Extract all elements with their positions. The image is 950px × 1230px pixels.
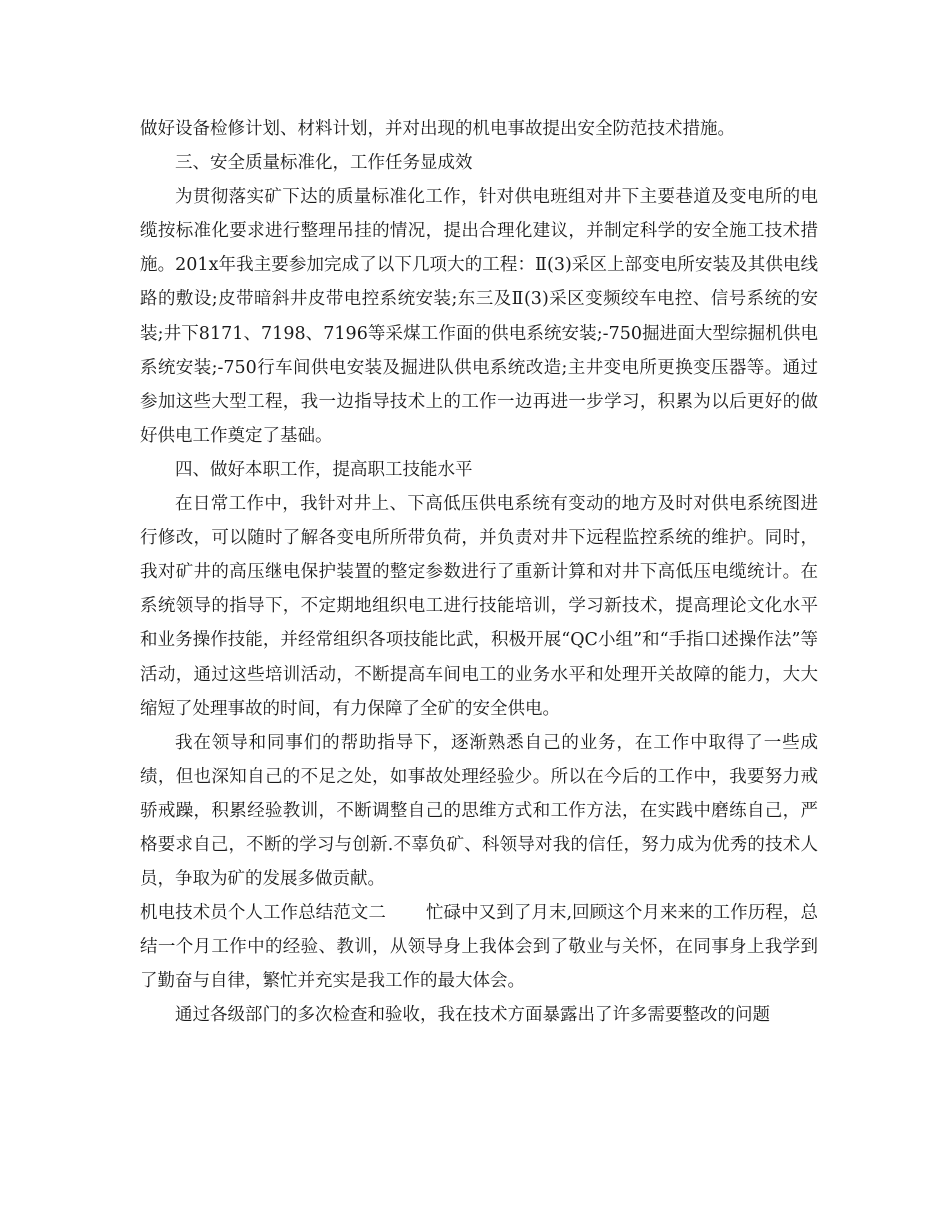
section-4-heading: 四、做好本职工作，提高职工技能水平 xyxy=(175,459,473,480)
sample-2-lead-paragraph: 忙碌中又到了月末,回顾这个月来来的工作历程，总结一个月工作中的经验、教训，从领导身上我体会到了敬业与关怀，在同事身上我学到了勤奋与自律，繁忙并充实是我工作的最大体会。 xyxy=(140,903,818,992)
intro-paragraph: 做好设备检修计划、材料计划，并对出现的机电事故提出安全防范技术措施。 xyxy=(140,119,735,139)
section-4-paragraph: 在日常工作中，我针对井上、下高低压供电系统有变动的地方及时对供电系统图进行修改，可以随时了解各变电所所带负荷，并负责对井下远程监控系统的维护。同时，我对矿井的高压继电保护装置的整定参数进行了重新计算和对井下高低压电缆统计。在系统领导的指导下，不定期地组织电工进行技能培训，学习新技术，提高理论文化水平和业务操作技能，并经常组织各项技能比武，积极开展“QC小组”和“手指口述操作法”等活动，通过这些培训活动，不断提高车间电工的业务水平和处理开关故障的能力，大大缩短了处理事故的时间，有力保障了全矿的安全供电。 xyxy=(140,494,818,719)
document-body xyxy=(140,112,818,1033)
section-3-heading: 三、安全质量标准化，工作任务显成效 xyxy=(175,153,473,174)
sample-2-title: 机电技术员个人工作总结范文二 xyxy=(140,903,386,924)
sample-2-next-paragraph: 通过各级部门的多次检查和验收，我在技术方面暴露出了许多需要整改的问题 xyxy=(175,1005,770,1026)
summary-paragraph: 我在领导和同事们的帮助指导下，逐渐熟悉自己的业务，在工作中取得了一些成绩，但也深知自己的不足之处，如事故处理经验少。所以在今后的工作中，我要努力戒骄戒躁，积累经验教训，不断调整自己的思维方式和工作方法，在实践中磨练自己，严格要求自己，不断的学习与创新.不辜负矿、科领导对我的信任，努力成为优秀的技术人员，争取为矿的发展多做贡献。 xyxy=(140,732,818,890)
sample-2-block xyxy=(140,896,818,998)
section-3-paragraph: 为贯彻落实矿下达的质量标准化工作，针对供电班组对井下主要巷道及变电所的电缆按标准化要求进行整理吊挂的情况，提出合理化建议，并制定科学的安全施工技术措施。201x年我主要参加完成了以下几项大的工程：Ⅱ(3)采区上部变电所安装及其供电线路的敷设;皮带暗斜井皮带电控系统安装;东三及Ⅱ(3)采区变频绞车电控、信号系统的安装;井下8171、7198、7196等采煤工作面的供电系统安装;-750掘进面大型综掘机供电系统安装;-750行车间供电安装及掘进队供电系统改造;主井变电所更换变压器等。通过参加这些大型工程，我一边指导技术上的工作一边再进一步学习，积累为以后更好的做好供电工作奠定了基础。 xyxy=(140,187,818,446)
